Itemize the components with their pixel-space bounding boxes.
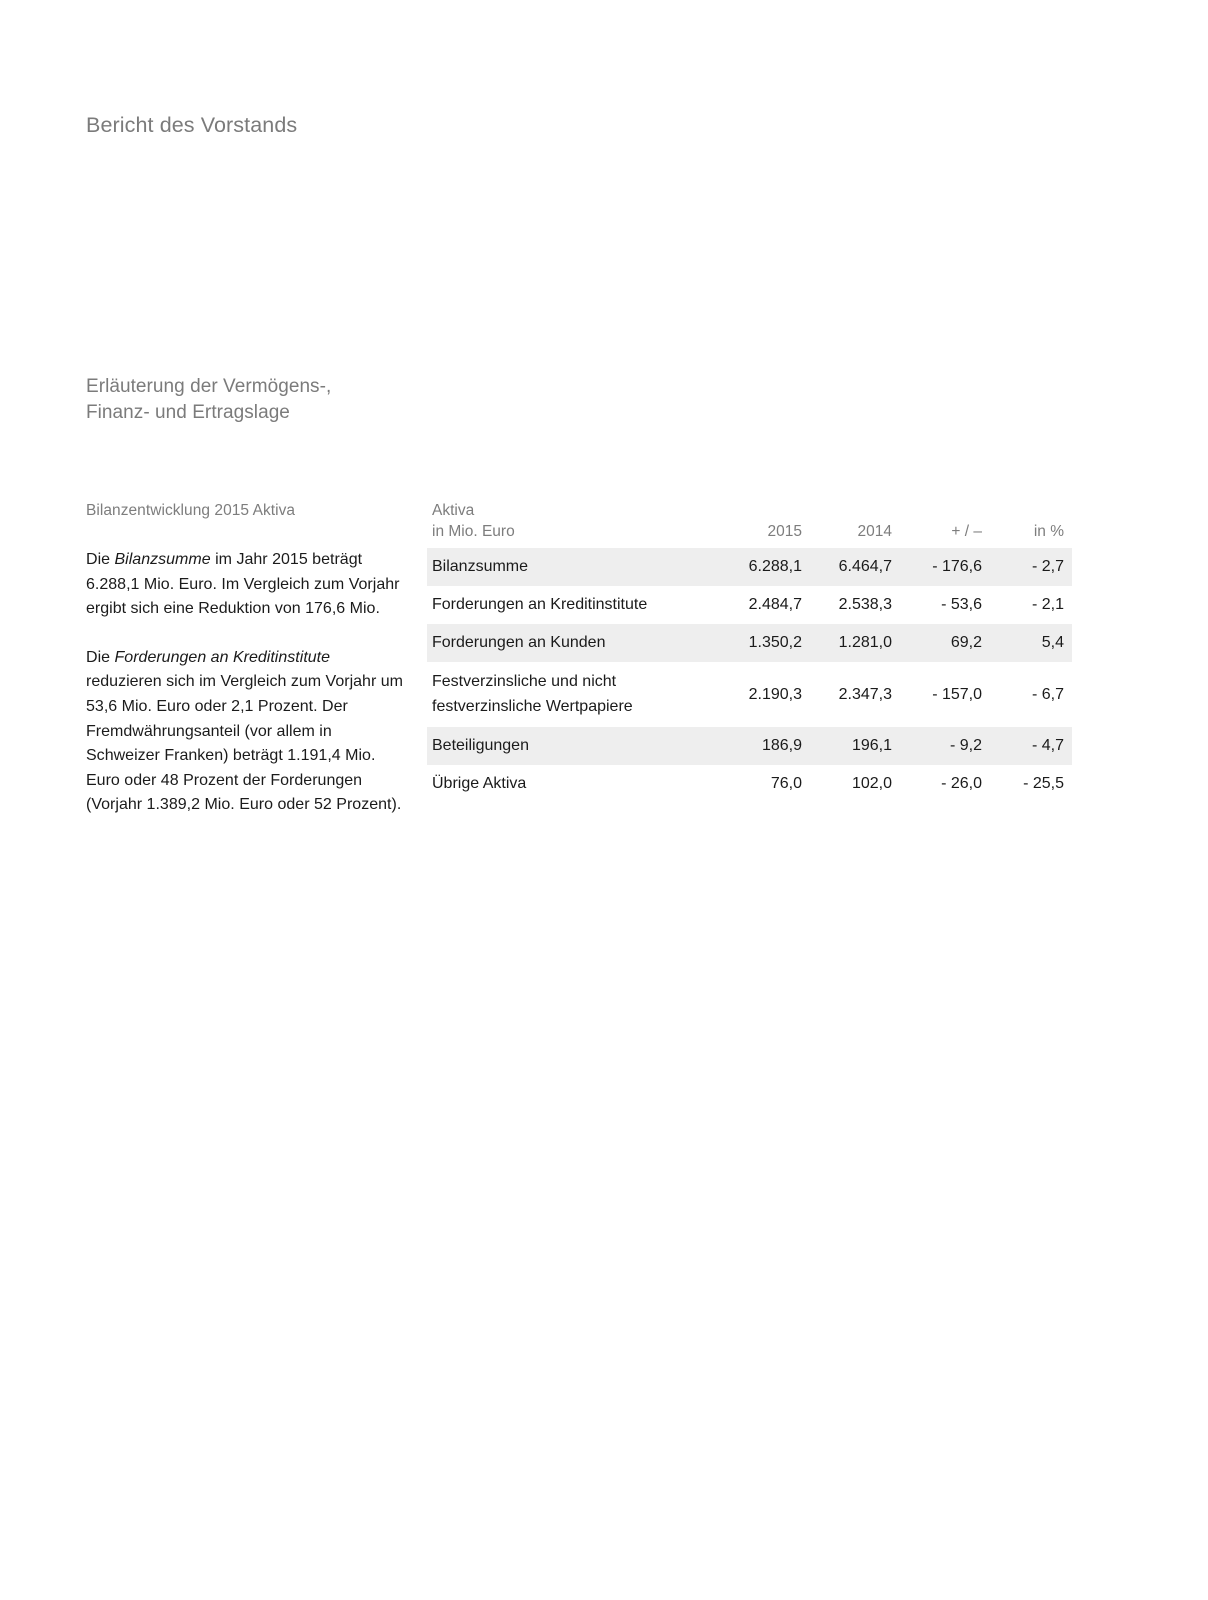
table-caption-line-1: Aktiva	[432, 502, 475, 519]
row-label: Beteiligungen	[427, 727, 712, 765]
paragraph-2-emphasis: Forderungen an Kreditinstitute	[114, 648, 331, 666]
paragraph-2-pre: Die	[86, 648, 115, 666]
paragraph-2-post: reduzieren sich im Vergleich zum Vorjahr um 53,6 Mio. Euro oder 2,1 Prozent. Der Fremdwährungsanteil (vor allem in Schweizer Franken) beträgt 1.191,4 Mio. Euro oder 48 Prozent der Forderungen (Vorjahr 1.389,2 Mio. Euro oder 52 Prozent).	[86, 673, 404, 814]
row-value-difference: 69,2	[892, 624, 982, 662]
aktiva-table-container	[427, 500, 1072, 803]
row-value-2015: 1.350,2	[712, 624, 802, 662]
row-value-percent: - 6,7	[982, 662, 1072, 727]
paragraph-forderungen	[86, 646, 404, 818]
row-value-percent: - 25,5	[982, 765, 1072, 803]
row-label: Forderungen an Kreditinstitute	[427, 586, 712, 624]
table-row	[427, 586, 1072, 624]
row-value-2015: 2.190,3	[712, 662, 802, 727]
row-value-2015: 186,9	[712, 727, 802, 765]
row-value-difference: - 9,2	[892, 727, 982, 765]
row-value-percent: - 2,7	[982, 548, 1072, 586]
column-header-2015: 2015	[767, 523, 802, 540]
running-head: Bericht des Vorstands	[86, 113, 298, 137]
column-header-percent: in %	[1033, 523, 1064, 540]
row-label: Festverzinsliche und nicht festverzinsliche Wertpapiere	[427, 662, 712, 727]
row-value-difference: - 176,6	[892, 548, 982, 586]
table-row	[427, 662, 1072, 727]
row-value-difference: - 26,0	[892, 765, 982, 803]
row-value-difference: - 157,0	[892, 662, 982, 727]
table-row	[427, 624, 1072, 662]
table-caption	[427, 500, 712, 548]
table-row	[427, 765, 1072, 803]
row-value-difference: - 53,6	[892, 586, 982, 624]
row-value-2014: 2.538,3	[802, 586, 892, 624]
row-value-2014: 1.281,0	[802, 624, 892, 662]
paragraph-1-pre: Die	[86, 551, 115, 568]
row-label: Bilanzsumme	[427, 548, 712, 586]
table-row	[427, 727, 1072, 765]
row-value-percent: 5,4	[982, 624, 1072, 662]
row-value-percent: - 4,7	[982, 727, 1072, 765]
row-value-2014: 2.347,3	[802, 662, 892, 727]
table-row	[427, 548, 1072, 586]
left-column-subheading: Bilanzentwicklung 2015 Aktiva	[86, 502, 296, 519]
column-header-2014: 2014	[857, 523, 892, 540]
row-value-2015: 2.484,7	[712, 586, 802, 624]
section-title-line-1: Erläuterung der Vermögens-,	[86, 376, 332, 397]
table-header	[427, 500, 1072, 548]
table-body	[427, 548, 1072, 803]
row-value-2014: 6.464,7	[802, 548, 892, 586]
aktiva-table	[427, 500, 1072, 803]
row-label: Forderungen an Kunden	[427, 624, 712, 662]
section-title	[86, 374, 506, 425]
paragraph-1-emphasis: Bilanzsumme	[114, 551, 211, 568]
row-value-2015: 76,0	[712, 765, 802, 803]
row-value-2014: 102,0	[802, 765, 892, 803]
section-title-line-2: Finanz- und Ertragslage	[86, 401, 290, 423]
row-value-2014: 196,1	[802, 727, 892, 765]
row-value-percent: - 2,1	[982, 586, 1072, 624]
left-text-column	[86, 500, 404, 818]
row-value-2015: 6.288,1	[712, 548, 802, 586]
paragraph-bilanzsumme	[86, 548, 404, 622]
paragraph-1-post: im Jahr 2015 beträgt 6.288,1 Mio. Euro. Im Vergleich zum Vorjahr ergibt sich eine Reduktion von 176,6 Mio.	[86, 551, 400, 618]
table-caption-line-2: in Mio. Euro	[432, 523, 515, 540]
table-header-row	[427, 500, 1072, 548]
row-label: Übrige Aktiva	[427, 765, 712, 803]
column-header-difference: + / –	[951, 523, 982, 540]
